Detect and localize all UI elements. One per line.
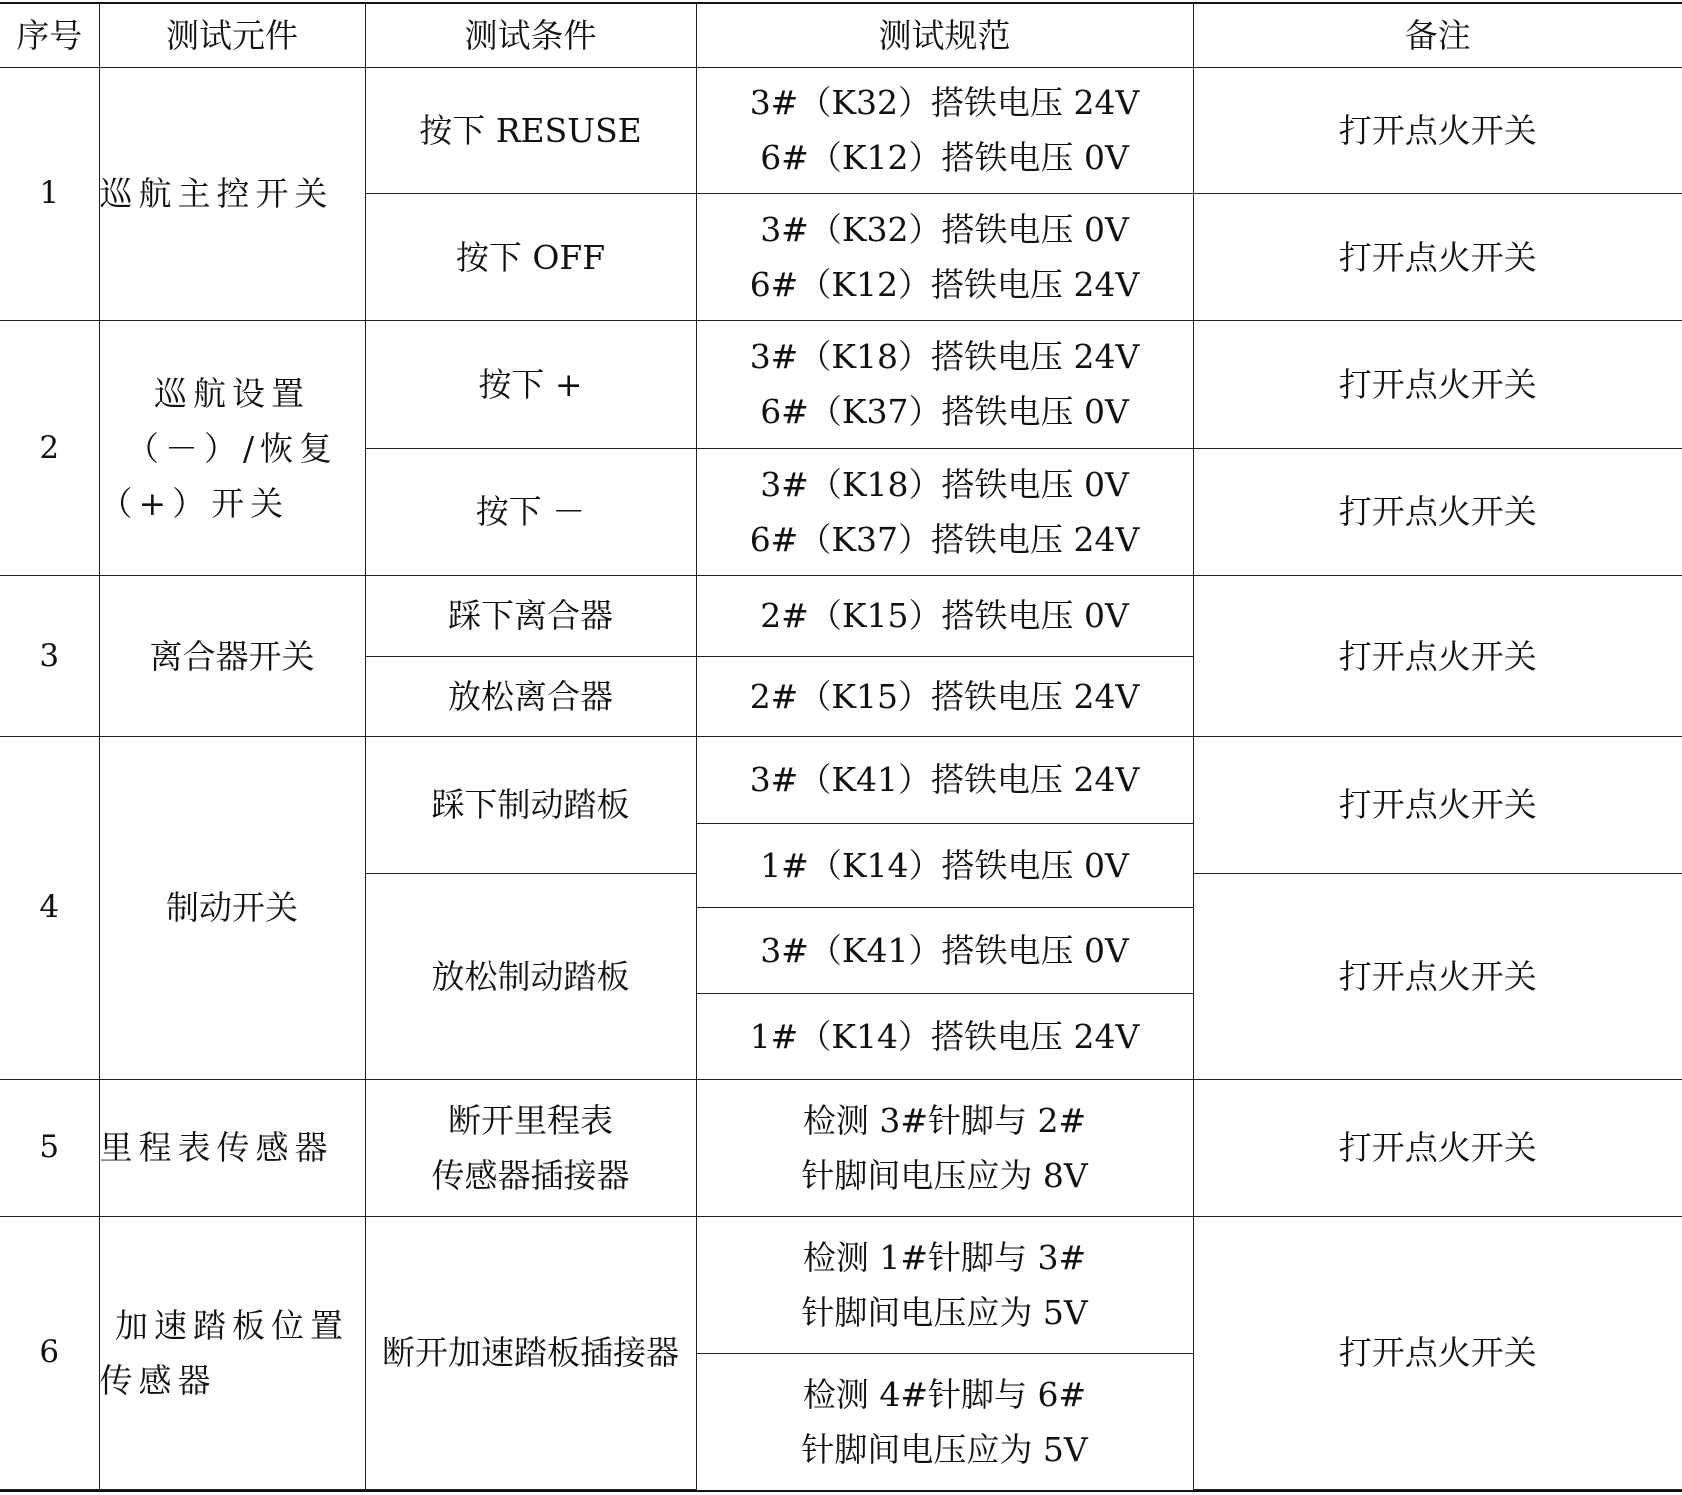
note-cell: 打开点火开关 — [1193, 1079, 1682, 1216]
spec-cell: 3#（K41）搭铁电压 0V — [696, 907, 1193, 994]
seq-cell: 5 — [0, 1079, 99, 1216]
table-row — [0, 737, 1682, 822]
seq-cell: 4 — [0, 737, 99, 1080]
note-cell: 打开点火开关 — [1193, 448, 1682, 576]
condition-cell: 断开加速踏板插接器 — [365, 1216, 696, 1489]
component-cell: 里程表传感器 — [99, 1079, 365, 1216]
spec-cell — [696, 448, 1193, 576]
header-note: 备注 — [1193, 4, 1682, 67]
component-cell: 巡航设置（－）/恢复（+）开关 — [99, 320, 365, 575]
seq-cell: 3 — [0, 576, 99, 737]
spec-line: 6#（K12）搭铁电压 0V — [760, 138, 1129, 178]
spec-line: 检测 1#针脚与 3# — [802, 1237, 1087, 1277]
note-cell: 打开点火开关 — [1193, 1216, 1682, 1489]
header-spec: 测试规范 — [696, 4, 1193, 67]
spec-line: 3#（K32）搭铁电压 0V — [760, 210, 1129, 250]
component-cell: 加速踏板位置传感器 — [99, 1216, 365, 1489]
spec-line: 6#（K12）搭铁电压 24V — [749, 265, 1140, 305]
condition-cell: 按下 OFF — [365, 194, 696, 321]
spec-line: 针脚间电压应为 8V — [801, 1155, 1088, 1195]
spec-line: 检测 3#针脚与 2# — [802, 1100, 1087, 1140]
spec-cell — [696, 1353, 1193, 1489]
spec-line: 针脚间电压应为 5V — [801, 1292, 1088, 1332]
seq-cell: 6 — [0, 1216, 99, 1489]
condition-cell: 放松制动踏板 — [365, 873, 696, 1079]
spec-cell: 1#（K14）搭铁电压 24V — [696, 994, 1193, 1079]
table-row — [0, 320, 1682, 448]
note-cell: 打开点火开关 — [1193, 320, 1682, 448]
condition-cell: 按下 + — [365, 320, 696, 448]
condition-cell: 按下 RESUSE — [365, 67, 696, 194]
table-row — [0, 67, 1682, 194]
header-component: 测试元件 — [99, 4, 365, 67]
spec-cell — [696, 1216, 1193, 1353]
spec-table-sheet — [0, 2, 1682, 1492]
spec-cell: 2#（K15）搭铁电压 0V — [696, 576, 1193, 656]
test-spec-table — [0, 4, 1682, 1490]
spec-cell — [696, 320, 1193, 448]
spec-line: 针脚间电压应为 5V — [801, 1429, 1088, 1469]
condition-cell: 按下 － — [365, 448, 696, 576]
condition-cell: 踩下离合器 — [365, 576, 696, 656]
seq-cell: 1 — [0, 67, 99, 320]
condition-line: 传感器插接器 — [431, 1155, 630, 1195]
condition-cell: 踩下制动踏板 — [365, 737, 696, 874]
header-seq: 序号 — [0, 4, 99, 67]
spec-cell — [696, 67, 1193, 194]
spec-line: 3#（K32）搭铁电压 24V — [749, 83, 1140, 123]
note-cell: 打开点火开关 — [1193, 873, 1682, 1079]
spec-line: 3#（K18）搭铁电压 0V — [760, 464, 1129, 504]
spec-cell: 1#（K14）搭铁电压 0V — [696, 823, 1193, 907]
note-cell: 打开点火开关 — [1193, 737, 1682, 874]
header-row — [0, 4, 1682, 67]
spec-cell: 2#（K15）搭铁电压 24V — [696, 656, 1193, 736]
condition-cell: 放松离合器 — [365, 656, 696, 736]
condition-line: 断开里程表 — [448, 1100, 613, 1140]
table-row — [0, 576, 1682, 656]
table-row — [0, 1079, 1682, 1216]
spec-line: 6#（K37）搭铁电压 24V — [749, 519, 1140, 559]
note-cell: 打开点火开关 — [1193, 194, 1682, 321]
spec-line: 检测 4#针脚与 6# — [802, 1374, 1087, 1414]
component-cell: 巡航主控开关 — [99, 67, 365, 320]
note-cell: 打开点火开关 — [1193, 576, 1682, 737]
spec-cell: 3#（K41）搭铁电压 24V — [696, 737, 1193, 824]
table-row — [0, 1216, 1682, 1353]
component-cell: 离合器开关 — [99, 576, 365, 737]
header-condition: 测试条件 — [365, 4, 696, 67]
spec-line: 3#（K18）搭铁电压 24V — [749, 337, 1140, 377]
spec-cell — [696, 1079, 1193, 1216]
note-cell: 打开点火开关 — [1193, 67, 1682, 194]
condition-cell — [365, 1079, 696, 1216]
seq-cell: 2 — [0, 320, 99, 575]
spec-line: 6#（K37）搭铁电压 0V — [760, 392, 1129, 432]
spec-cell — [696, 194, 1193, 321]
component-cell: 制动开关 — [99, 737, 365, 1080]
